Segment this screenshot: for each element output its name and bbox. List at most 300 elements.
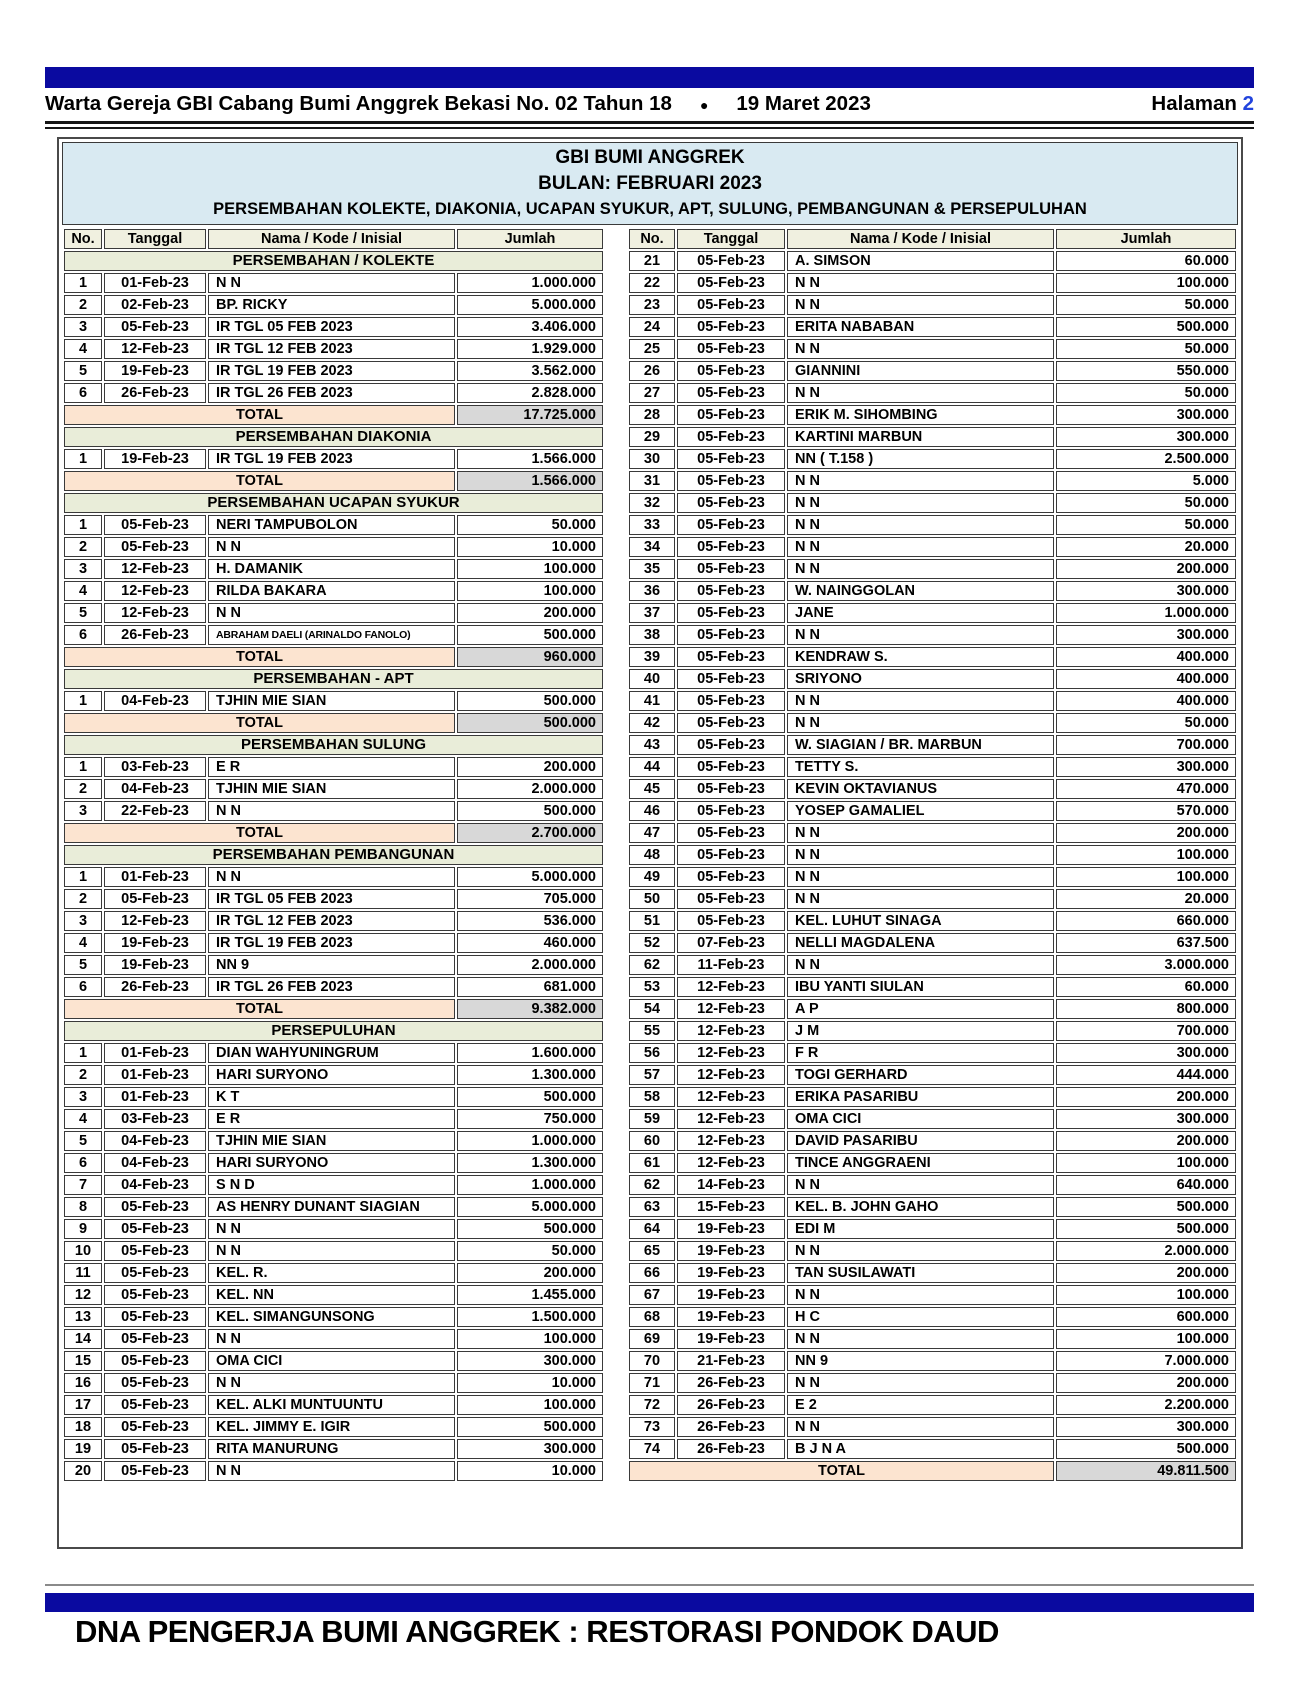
cell-nama: H. DAMANIK [208,559,455,579]
section-header-row [64,845,603,865]
cell-no: 1 [64,757,102,777]
cell-nama: IR TGL 12 FEB 2023 [208,339,455,359]
cell-no: 66 [629,1263,675,1283]
cell-nama: IR TGL 19 FEB 2023 [208,449,455,469]
cell-jumlah: 500.000 [1056,317,1236,337]
cell-tanggal: 05-Feb-23 [104,1263,206,1283]
table-row [64,449,603,469]
cell-tanggal: 05-Feb-23 [677,625,785,645]
table-row [629,801,1236,821]
cell-nama: S N D [208,1175,455,1195]
section-header-row [64,427,603,447]
cell-tanggal: 05-Feb-23 [677,647,785,667]
table-row [629,273,1236,293]
cell-tanggal: 01-Feb-23 [104,1065,206,1085]
cell-tanggal: 05-Feb-23 [104,1219,206,1239]
cell-jumlah: 100.000 [1056,867,1236,887]
cell-tanggal: 12-Feb-23 [104,603,206,623]
cell-no: 22 [629,273,675,293]
cell-no: 41 [629,691,675,711]
cell-nama: TJHIN MIE SIAN [208,1131,455,1151]
cell-tanggal: 05-Feb-23 [677,867,785,887]
table-row [629,1439,1236,1459]
cell-no: 38 [629,625,675,645]
cell-no: 2 [64,1065,102,1085]
cell-no: 4 [64,1109,102,1129]
offering-table-container [57,137,1243,1549]
table-row [64,339,603,359]
cell-tanggal: 05-Feb-23 [677,889,785,909]
cell-nama: NN ( T.158 ) [787,449,1054,469]
page-number: 2 [1242,92,1254,115]
table-row [629,1021,1236,1041]
table-row [629,339,1236,359]
cell-tanggal: 05-Feb-23 [677,823,785,843]
cell-jumlah: 640.000 [1056,1175,1236,1195]
table-row [64,1461,603,1481]
cell-nama: N N [787,955,1054,975]
cell-nama: GIANNINI [787,361,1054,381]
cell-no: 10 [64,1241,102,1261]
cell-nama: KEL. NN [208,1285,455,1305]
cell-jumlah: 705.000 [457,889,603,909]
cell-nama: N N [208,1373,455,1393]
cell-nama: N N [787,559,1054,579]
cell-no: 1 [64,691,102,711]
cell-tanggal: 05-Feb-23 [104,889,206,909]
cell-nama: NELLI MAGDALENA [787,933,1054,953]
cell-no: 44 [629,757,675,777]
table-row [629,603,1236,623]
cell-no: 19 [64,1439,102,1459]
cell-tanggal: 05-Feb-23 [677,383,785,403]
cell-jumlah: 500.000 [457,625,603,645]
table-row [629,911,1236,931]
cell-no: 20 [64,1461,102,1481]
cell-nama: J M [787,1021,1054,1041]
cell-nama: IR TGL 19 FEB 2023 [208,361,455,381]
cell-jumlah: 570.000 [1056,801,1236,821]
cell-no: 62 [629,1175,675,1195]
cell-no: 5 [64,1131,102,1151]
cell-nama: ERIKA PASARIBU [787,1087,1054,1107]
table-row [629,1197,1236,1217]
column-header-nama-kode-inisial: Nama / Kode / Inisial [208,229,455,249]
cell-no: 58 [629,1087,675,1107]
cell-no: 63 [629,1197,675,1217]
cell-nama: TJHIN MIE SIAN [208,779,455,799]
cell-jumlah: 536.000 [457,911,603,931]
table-row [629,471,1236,491]
cell-no: 6 [64,383,102,403]
table-row [64,1109,603,1129]
table-row [64,1329,603,1349]
cell-nama: HARI SURYONO [208,1065,455,1085]
total-value: 960.000 [457,647,603,667]
cell-jumlah: 200.000 [457,757,603,777]
cell-nama: N N [208,1461,455,1481]
table-row [629,977,1236,997]
cell-no: 57 [629,1065,675,1085]
cell-jumlah: 200.000 [1056,1131,1236,1151]
cell-nama: N N [208,1241,455,1261]
footer-rule [45,1584,1254,1586]
table-row [629,999,1236,1019]
cell-nama: E R [208,757,455,777]
cell-tanggal: 05-Feb-23 [677,493,785,513]
table-row [64,559,603,579]
cell-no: 8 [64,1197,102,1217]
cell-nama: TETTY S. [787,757,1054,777]
cell-tanggal: 05-Feb-23 [677,251,785,271]
table-row [64,1351,603,1371]
offerings-table-left [62,227,605,1483]
cell-jumlah: 300.000 [1056,625,1236,645]
table-row [629,515,1236,535]
cell-nama: N N [787,295,1054,315]
cell-no: 14 [64,1329,102,1349]
cell-jumlah: 2.500.000 [1056,449,1236,469]
cell-no: 6 [64,625,102,645]
cell-jumlah: 3.406.000 [457,317,603,337]
cell-no: 55 [629,1021,675,1041]
cell-no: 2 [64,537,102,557]
cell-no: 74 [629,1439,675,1459]
cell-nama: B J N A [787,1439,1054,1459]
cell-nama: OMA CICI [787,1109,1054,1129]
cell-nama: NN 9 [208,955,455,975]
cell-tanggal: 05-Feb-23 [104,537,206,557]
cell-nama: N N [208,801,455,821]
table-row [64,1175,603,1195]
cell-no: 28 [629,405,675,425]
table-row [629,691,1236,711]
cell-nama: IR TGL 12 FEB 2023 [208,911,455,931]
cell-nama: IR TGL 26 FEB 2023 [208,977,455,997]
table-row [64,779,603,799]
cell-jumlah: 660.000 [1056,911,1236,931]
cell-tanggal: 05-Feb-23 [677,603,785,623]
section-label: PERSEMBAHAN SULUNG [64,735,603,755]
cell-tanggal: 05-Feb-23 [677,537,785,557]
cell-tanggal: 05-Feb-23 [104,1417,206,1437]
cell-tanggal: 05-Feb-23 [677,449,785,469]
cell-nama: N N [208,537,455,557]
section-header-row [64,735,603,755]
cell-nama: RILDA BAKARA [208,581,455,601]
cell-nama: F R [787,1043,1054,1063]
cell-no: 21 [629,251,675,271]
cell-tanggal: 02-Feb-23 [104,295,206,315]
cell-jumlah: 600.000 [1056,1307,1236,1327]
cell-jumlah: 100.000 [457,1395,603,1415]
section-label: PERSEPULUHAN [64,1021,603,1041]
column-header-nama-kode-inisial: Nama / Kode / Inisial [787,229,1054,249]
section-label: PERSEMBAHAN DIAKONIA [64,427,603,447]
cell-nama: N N [787,1241,1054,1261]
cell-jumlah: 60.000 [1056,977,1236,997]
cell-jumlah: 550.000 [1056,361,1236,381]
cell-no: 56 [629,1043,675,1063]
cell-no: 2 [64,295,102,315]
cell-jumlah: 300.000 [1056,427,1236,447]
column-header-no: No. [64,229,102,249]
cell-nama: N N [787,823,1054,843]
page-number-group [1151,92,1254,116]
cell-jumlah: 3.000.000 [1056,955,1236,975]
cell-tanggal: 12-Feb-23 [677,1065,785,1085]
cell-nama: N N [787,537,1054,557]
table-row [64,515,603,535]
table-row [629,735,1236,755]
cell-jumlah: 50.000 [457,1241,603,1261]
cell-nama: YOSEP GAMALIEL [787,801,1054,821]
cell-jumlah: 10.000 [457,1373,603,1393]
column-header-tanggal: Tanggal [104,229,206,249]
cell-no: 73 [629,1417,675,1437]
cell-no: 12 [64,1285,102,1305]
cell-jumlah: 300.000 [1056,405,1236,425]
cell-nama: N N [208,1219,455,1239]
table-row [64,867,603,887]
section-header-row [64,669,603,689]
table-row [64,691,603,711]
cell-nama: IR TGL 19 FEB 2023 [208,933,455,953]
total-row [64,647,603,667]
cell-nama: N N [787,1417,1054,1437]
cell-tanggal: 19-Feb-23 [677,1263,785,1283]
cell-jumlah: 5.000 [1056,471,1236,491]
table-row [64,1439,603,1459]
table-row [629,955,1236,975]
cell-no: 50 [629,889,675,909]
table-row [64,537,603,557]
cell-nama: N N [787,383,1054,403]
cell-no: 2 [64,779,102,799]
cell-tanggal: 01-Feb-23 [104,1087,206,1107]
cell-tanggal: 03-Feb-23 [104,757,206,777]
cell-nama: IR TGL 26 FEB 2023 [208,383,455,403]
cell-jumlah: 100.000 [457,1329,603,1349]
cell-jumlah: 50.000 [1056,339,1236,359]
cell-jumlah: 1.600.000 [457,1043,603,1063]
table-row [629,361,1236,381]
cell-no: 54 [629,999,675,1019]
cell-no: 32 [629,493,675,513]
cell-no: 7 [64,1175,102,1195]
section-header-row [64,251,603,271]
cell-nama: BP. RICKY [208,295,455,315]
cell-tanggal: 26-Feb-23 [677,1439,785,1459]
cell-nama: N N [787,889,1054,909]
table-row [64,911,603,931]
cell-no: 18 [64,1417,102,1437]
table-row [629,1373,1236,1393]
cell-no: 3 [64,317,102,337]
cell-tanggal: 19-Feb-23 [104,361,206,381]
cell-tanggal: 12-Feb-23 [677,1021,785,1041]
table-row [64,1395,603,1415]
cell-jumlah: 500.000 [1056,1197,1236,1217]
cell-tanggal: 01-Feb-23 [104,867,206,887]
cell-nama: N N [787,867,1054,887]
cell-jumlah: 300.000 [1056,1109,1236,1129]
cell-tanggal: 05-Feb-23 [677,735,785,755]
cell-nama: N N [787,515,1054,535]
column-header-tanggal: Tanggal [677,229,785,249]
cell-no: 69 [629,1329,675,1349]
cell-jumlah: 500.000 [1056,1219,1236,1239]
cell-nama: N N [787,845,1054,865]
offerings-table-right [627,227,1238,1483]
table-row [64,1219,603,1239]
cell-jumlah: 500.000 [457,1417,603,1437]
cell-no: 51 [629,911,675,931]
table-row [629,669,1236,689]
cell-nama: TOGI GERHARD [787,1065,1054,1085]
cell-jumlah: 750.000 [457,1109,603,1129]
cell-no: 17 [64,1395,102,1415]
table-row [629,1175,1236,1195]
cell-nama: N N [787,1285,1054,1305]
cell-nama: EDI M [787,1219,1054,1239]
cell-tanggal: 05-Feb-23 [677,317,785,337]
cell-jumlah: 100.000 [457,559,603,579]
cell-tanggal: 01-Feb-23 [104,1043,206,1063]
cell-jumlah: 2.000.000 [457,779,603,799]
cell-jumlah: 681.000 [457,977,603,997]
table-row [629,1241,1236,1261]
section-header-row [64,1021,603,1041]
cell-tanggal: 05-Feb-23 [104,1241,206,1261]
total-value: 1.566.000 [457,471,603,491]
cell-nama: N N [208,867,455,887]
cell-jumlah: 200.000 [457,1263,603,1283]
cell-nama: KEL. SIMANGUNSONG [208,1307,455,1327]
cell-jumlah: 460.000 [457,933,603,953]
cell-nama: TJHIN MIE SIAN [208,691,455,711]
cell-jumlah: 1.500.000 [457,1307,603,1327]
cell-nama: IR TGL 05 FEB 2023 [208,317,455,337]
table-row [629,1417,1236,1437]
table-row [629,295,1236,315]
cell-jumlah: 300.000 [457,1439,603,1459]
cell-jumlah: 500.000 [457,691,603,711]
cell-tanggal: 12-Feb-23 [677,1109,785,1129]
cell-no: 13 [64,1307,102,1327]
cell-jumlah: 637.500 [1056,933,1236,953]
column-header-no: No. [629,229,675,249]
cell-jumlah: 200.000 [1056,559,1236,579]
cell-jumlah: 1.300.000 [457,1153,603,1173]
cell-no: 49 [629,867,675,887]
cell-no: 30 [629,449,675,469]
cell-jumlah: 50.000 [457,515,603,535]
tables-wrap [62,227,1238,1483]
cell-jumlah: 1.000.000 [457,273,603,293]
table-row [629,1329,1236,1349]
cell-jumlah: 1.000.000 [457,1131,603,1151]
cell-nama: N N [787,691,1054,711]
table-row [629,1131,1236,1151]
cell-tanggal: 05-Feb-23 [677,581,785,601]
cell-no: 46 [629,801,675,821]
total-row [64,999,603,1019]
cell-nama: N N [787,1373,1054,1393]
cell-jumlah: 500.000 [457,1219,603,1239]
section-label: PERSEMBAHAN - APT [64,669,603,689]
cell-tanggal: 03-Feb-23 [104,1109,206,1129]
cell-tanggal: 26-Feb-23 [677,1373,785,1393]
cell-no: 64 [629,1219,675,1239]
table-row [629,757,1236,777]
cell-jumlah: 700.000 [1056,1021,1236,1041]
cell-no: 3 [64,801,102,821]
cell-no: 3 [64,559,102,579]
cell-jumlah: 200.000 [1056,823,1236,843]
cell-no: 59 [629,1109,675,1129]
table-row [64,1241,603,1261]
cell-no: 53 [629,977,675,997]
cell-nama: W. SIAGIAN / BR. MARBUN [787,735,1054,755]
cell-jumlah: 2.000.000 [457,955,603,975]
table-row [64,955,603,975]
cell-nama: N N [787,1175,1054,1195]
table-title-block [62,142,1238,225]
total-label: TOTAL [64,713,455,733]
total-row [64,713,603,733]
cell-no: 34 [629,537,675,557]
cell-tanggal: 19-Feb-23 [677,1241,785,1261]
cell-tanggal: 12-Feb-23 [104,559,206,579]
table-row [629,823,1236,843]
column-header-row [629,229,1236,249]
cell-jumlah: 100.000 [1056,1329,1236,1349]
cell-tanggal: 05-Feb-23 [677,911,785,931]
cell-tanggal: 12-Feb-23 [677,1043,785,1063]
cell-nama: DIAN WAHYUNINGRUM [208,1043,455,1063]
footer-accent-bar [45,1593,1254,1612]
cell-tanggal: 15-Feb-23 [677,1197,785,1217]
cell-tanggal: 26-Feb-23 [677,1417,785,1437]
table-row [629,1065,1236,1085]
cell-no: 72 [629,1395,675,1415]
cell-no: 4 [64,933,102,953]
cell-jumlah: 5.000.000 [457,295,603,315]
cell-tanggal: 05-Feb-23 [677,779,785,799]
cell-jumlah: 470.000 [1056,779,1236,799]
cell-nama: N N [787,713,1054,733]
cell-no: 4 [64,581,102,601]
table-row [64,1087,603,1107]
cell-nama: KEL. LUHUT SINAGA [787,911,1054,931]
cell-tanggal: 12-Feb-23 [104,911,206,931]
table-row [629,317,1236,337]
cell-no: 2 [64,889,102,909]
table-row [629,1153,1236,1173]
cell-tanggal: 12-Feb-23 [677,1131,785,1151]
cell-jumlah: 7.000.000 [1056,1351,1236,1371]
cell-tanggal: 12-Feb-23 [677,1087,785,1107]
cell-jumlah: 10.000 [457,537,603,557]
cell-tanggal: 05-Feb-23 [104,515,206,535]
cell-jumlah: 2.000.000 [1056,1241,1236,1261]
cell-jumlah: 50.000 [1056,713,1236,733]
table-row [629,713,1236,733]
cell-jumlah: 100.000 [1056,1285,1236,1305]
cell-no: 16 [64,1373,102,1393]
table-row [64,603,603,623]
